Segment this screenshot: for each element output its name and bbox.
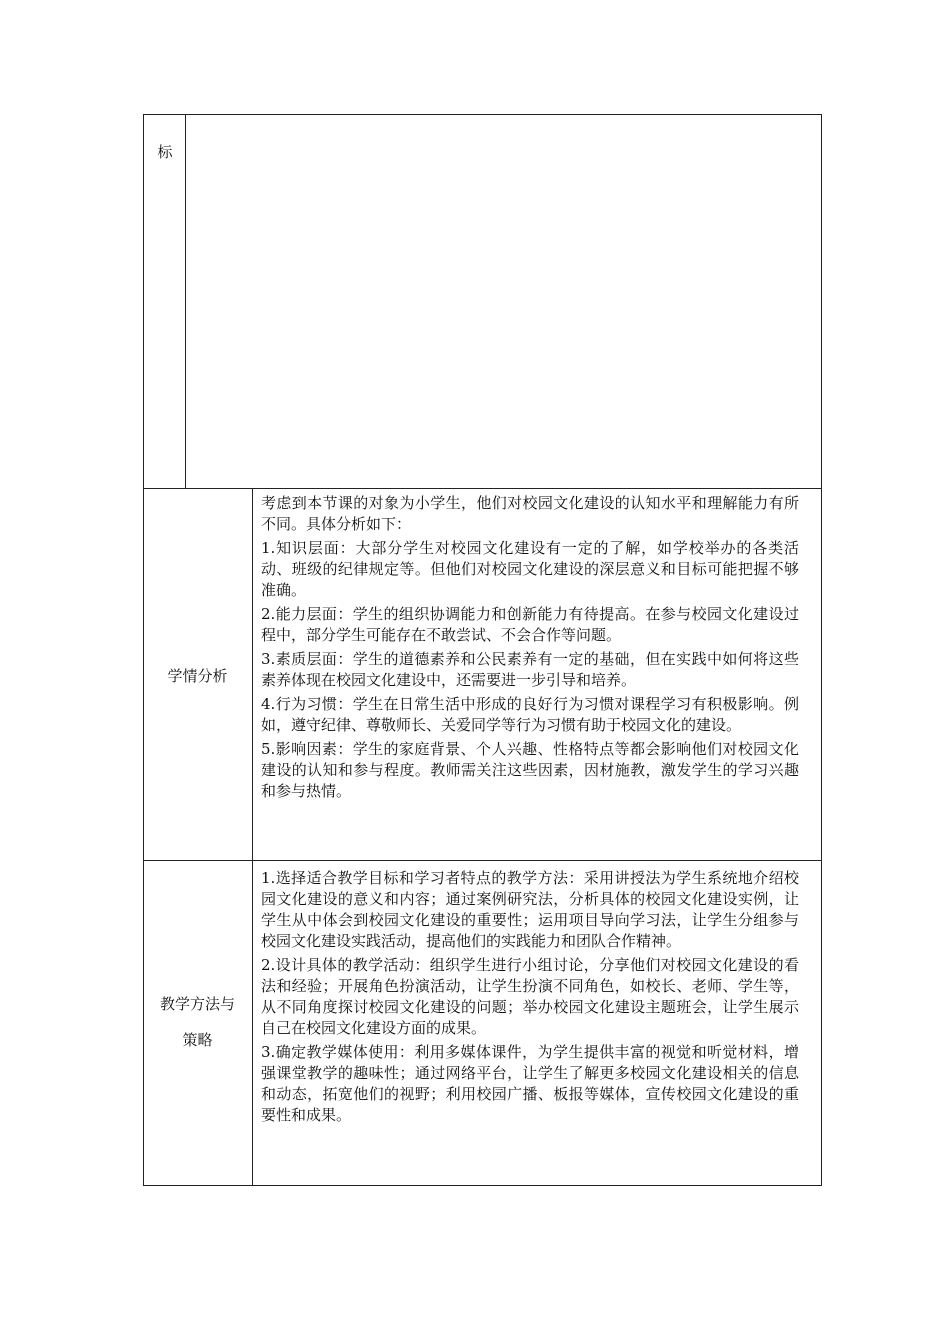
row-separator-1	[143, 488, 822, 489]
learning-analysis-paragraph: 考虑到本节课的对象为小学生，他们对校园文化建设的认知水平和理解能力有所不同。具体分析如下：	[261, 494, 799, 533]
learning-analysis-paragraph: 1.知识层面：大部分学生对校园文化建设有一定的了解，如学校举办的各类活动、班级的纪律规定等。但他们对校园文化建设的深层意义和目标可能把握不够准确。	[261, 539, 799, 599]
methods-label	[143, 986, 252, 1058]
label-column-divider	[252, 488, 253, 1186]
learning-analysis-label: 学情分析	[167, 667, 228, 685]
goal-label: 标	[157, 143, 173, 161]
methods-paragraph: 3.确定教学媒体使用：利用多媒体课件，为学生提供丰富的视觉和听觉材料，增强课堂教学的趣味性；通过网络平台，让学生了解更多校园文化建设相关的信息和动态，拓宽他们的视野；利用校园广播、板报等媒体，宣传校园文化建设的重要性和成果。	[261, 1043, 799, 1124]
methods-content	[261, 868, 799, 1129]
methods-label-line: 策略	[182, 1031, 213, 1049]
methods-label-line: 教学方法与	[159, 995, 235, 1013]
learning-analysis-paragraph: 3.素质层面：学生的道德素养和公民素养有一定的基础，但在实践中如何将这些素养体现在校园文化建设中，还需要进一步引导和培养。	[261, 650, 799, 689]
learning-analysis-content	[261, 493, 799, 805]
row-separator-2	[143, 860, 822, 861]
learning-analysis-paragraph: 2.能力层面：学生的组织协调能力和创新能力有待提高。在参与校园文化建设过程中，部分学生可能存在不敢尝试、不会合作等问题。	[261, 605, 799, 644]
learning-analysis-paragraph: 5.影响因素：学生的家庭背景、个人兴趣、性格特点等都会影响他们对校园文化建设的认知和参与程度。教师需关注这些因素，因材施教，激发学生的学习兴趣和参与热情。	[261, 740, 799, 800]
methods-paragraph: 2.设计具体的教学活动：组织学生进行小组讨论，分享他们对校园文化建设的看法和经验；开展角色扮演活动，让学生扮演不同角色，如校长、老师、学生等，从不同角度探讨校园文化建设的问题；举办校园文化建设主题班会，让学生展示自己在校园文化建设方面的成果。	[261, 956, 799, 1037]
goal-row-divider	[185, 114, 186, 489]
methods-paragraph: 1.选择适合教学目标和学习者特点的教学方法：采用讲授法为学生系统地介绍校园文化建设的意义和内容；通过案例研究法，分析具体的校园文化建设实例，让学生从中体会到校园文化建设的重要性；运用项目导向学习法，让学生分组参与校园文化建设实践活动，提高他们的实践能力和团队合作精神。	[261, 869, 799, 950]
learning-analysis-paragraph: 4.行为习惯：学生在日常生活中形成的良好行为习惯对课程学习有积极影响。例如，遵守纪律、尊敬师长、关爱同学等行为习惯有助于校园文化的建设。	[261, 695, 799, 734]
